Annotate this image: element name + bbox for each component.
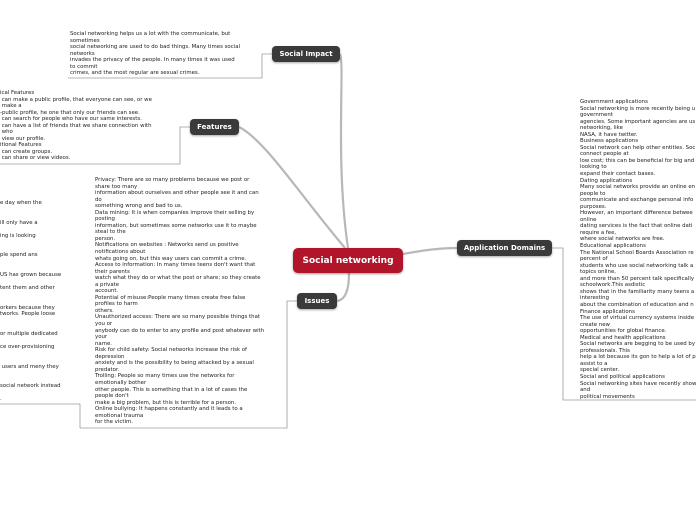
note-issues: Privacy: There are so many problems because we post or share too many information about ourselves and other people see it and can do something wrong and bad to us. Data mining: It is when companies improve their selling by posting information, but sometimes some networks use it to maybe steal to the person. Notifications on websites : Networks send us positive notifications about whats going on, but this way users can commit a crime. Access to information: In many times teens don't want that their parents watch what they do or what the post or share; so they create a private account. Potential of misuse:People many times create free false profiles to harm others. Unauthorized access: There are so many possible things that you or anybody can do to enter to any profile and post whatever with your name. Risk for child safety: Social networks increase the risk of depression anxiety and is the possibility to being attacked by a sexual predator. Trolling: People so many times use the networks for emotionally bother other people. This is something that in a lot of cases the people don't make a big problem, but this is terrible for a person. Online bullying: It happens constantly and it leads to a emotional trauma for the victim. bbox=[95, 177, 265, 426]
central-topic[interactable]: Social networking bbox=[293, 248, 403, 273]
connector-central-application-domains bbox=[403, 248, 457, 254]
note-application-domains: Government applications Social networking is more recently being u government agencies. Some important agencies are us networking, like NASA, it have twitter. Business applications Social network can help other entities. Soc connect people at low cost; this can be beneficial for big and looking to expand their contact bases. Dating applications Many social networks provide an online en people to communicate and exchange personal info purposes. However, an important difference betwee online dating services is the fact that online dati require a fee, where social networks are free. Educational applications The National School Boards Association re percent of students who use social networking talk a topics online, and more than 50 percent talk specifically schoolwork.This asdistic shows that in the familiarity many teens a interesting about the combination of education and n Finance applications The use of virtual currency systems inside create new opportunities for global finance. Medical and health applications Social networks are begging to be used by professionals. This help a lot because its gon to help a lot of p assist to a special center. Social and political applications Social networking sites have recently show and political movements bbox=[580, 99, 696, 400]
note-social-impact: Social networking helps us a lot with the communicate, but sometimes social networking are used to do bad things. Many times social networks invades the privacy of the people. In many times it was used to commit crimes, and the most regular are sexual crimes. bbox=[70, 31, 240, 77]
topic-issues[interactable] bbox=[297, 293, 337, 309]
topic-features-label: Features bbox=[197, 123, 232, 131]
note-left-fragments: e day when the ill only have a ing is looking ple spend ans US has grown because tent them and other orkers because they tworks. People loose or multiple dedicated ce over-provisioning users and meny they social network instead . bbox=[0, 200, 62, 403]
connector-central-social-impact bbox=[340, 54, 348, 248]
topic-social-impact-label: Social Impact bbox=[279, 50, 333, 58]
note-features: ical Features can make a public profile, that everyone can see, or we make a -public profile, he one that only our friends can see. can search for people who have our same interests. can have a list of friends that we share connection with who view our profile. itional Features can create groups. can share or view videos. bbox=[0, 90, 152, 162]
topic-social-impact[interactable] bbox=[272, 46, 340, 62]
topic-issues-label: Issues bbox=[304, 297, 330, 305]
connector-central-issues bbox=[337, 273, 349, 301]
topic-application-domains[interactable] bbox=[457, 240, 552, 256]
topic-features[interactable] bbox=[190, 119, 239, 135]
topic-application-domains-label: Application Domains bbox=[463, 244, 546, 252]
